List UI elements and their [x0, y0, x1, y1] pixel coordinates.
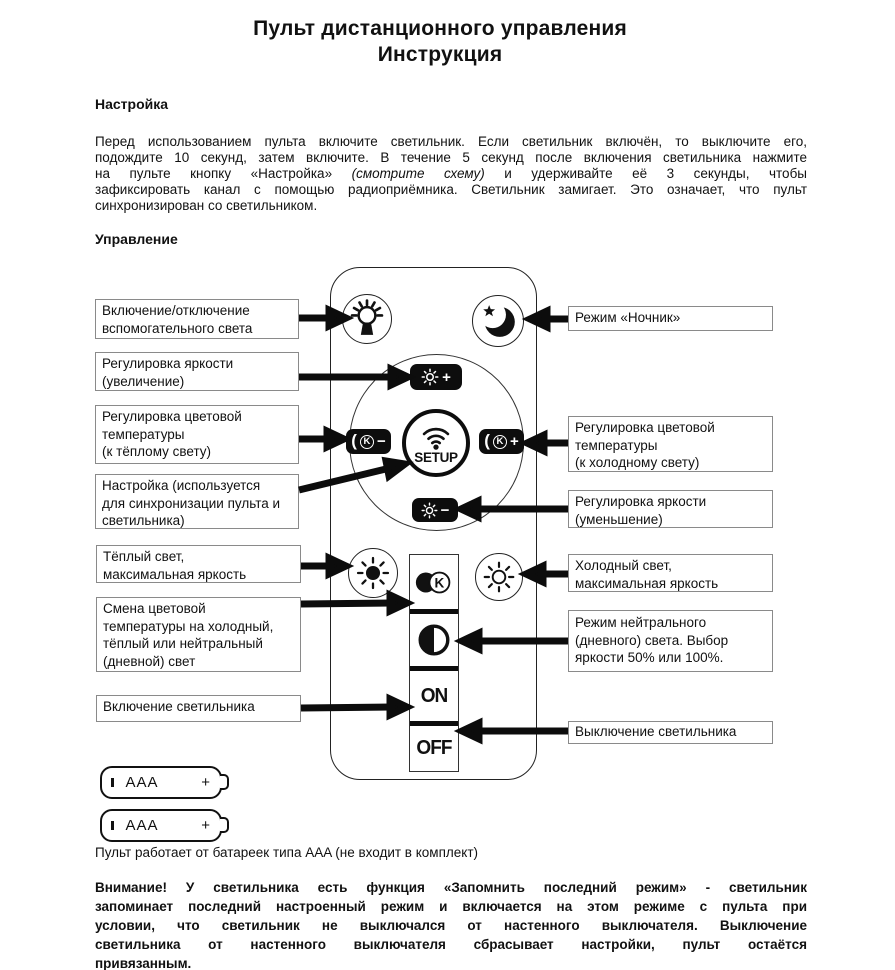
sun-plus-icon: [421, 368, 439, 386]
aux-light-icon: [345, 297, 389, 341]
callout-night-mode: [568, 306, 773, 331]
callout-line: Включение/отключение: [102, 303, 250, 318]
battery-plus-sign: +: [201, 817, 210, 834]
off-button: OFF: [416, 736, 452, 759]
cold-sun-icon: [478, 556, 520, 598]
temp-warm-button: [346, 429, 391, 454]
callout-line: светильника): [102, 513, 185, 529]
callout-cold-max: [568, 554, 773, 592]
temp-cold-button: [479, 429, 524, 454]
setup-line3-after: и удерживайте её 3 секунды, чтобы: [484, 165, 807, 181]
setup-line3-before: на пульте кнопку «Настройка»: [95, 165, 352, 181]
kelvin-letter: K: [493, 435, 507, 449]
temp-toggle-button: [410, 555, 458, 609]
callout-line: максимальная яркость: [575, 575, 719, 591]
callout-line: Регулировка цветовой: [102, 409, 242, 424]
callout-lamp-off: [568, 721, 773, 744]
battery-icon: [100, 809, 222, 842]
callout-line: для синхронизации пульта и: [102, 495, 281, 511]
aux-light-button: [342, 294, 392, 344]
callout-line: (увеличение): [102, 373, 185, 389]
night-mode-icon: [475, 298, 521, 344]
minus-sign: −: [376, 433, 386, 450]
callout-line: вспомогательного света: [102, 320, 253, 336]
callout-line: (к холодному свету): [575, 455, 700, 471]
callout-setup-sync: [95, 474, 299, 529]
callout-line: Регулировка яркости: [575, 494, 707, 509]
temp-toggle-icon: [413, 568, 455, 597]
callout-line: температуры: [102, 426, 185, 442]
callout-line: температуры на холодный,: [103, 618, 274, 634]
kelvin-letter: K: [360, 435, 374, 449]
callout-brightness-down: [568, 490, 773, 528]
battery-label: AAA: [125, 774, 159, 791]
battery-nub: [220, 774, 229, 790]
callout-neutral-mode: [568, 610, 773, 672]
remote-body: [330, 267, 537, 780]
on-button: ON: [420, 684, 448, 707]
page-title-line2: Инструкция: [377, 43, 503, 66]
battery-minus-terminal: [111, 778, 114, 787]
callout-temp-cycle: [96, 597, 301, 672]
callout-brightness-up: [95, 352, 299, 391]
callout-line: тёплый или нейтральный: [103, 636, 263, 652]
callout-line: максимальная яркость: [103, 566, 247, 582]
setup-button: [402, 409, 470, 477]
page-title-line1: Пульт дистанционного управления: [253, 17, 627, 40]
battery-plus-sign: +: [201, 774, 210, 791]
battery-nub: [220, 817, 229, 833]
sun-minus-icon: [421, 502, 438, 519]
battery-minus-terminal: [111, 821, 114, 830]
callout-temp-warm: [95, 405, 299, 464]
callout-line: Настройка (используется: [102, 478, 261, 493]
setup-paragraph-line: подождите 10 секунд, затем включите. В течение 5 секунд после включения светильника нажмите: [95, 149, 807, 165]
warning-line: привязанным.: [95, 956, 192, 970]
callout-line: (дневного) света. Выбор: [575, 632, 729, 648]
callout-line: яркости 50% или 100%.: [575, 650, 724, 666]
callout-warm-max: [96, 545, 301, 583]
night-mode-button: [472, 295, 524, 347]
control-heading: Управление: [95, 231, 178, 247]
setup-line3-italic: (смотрите схему): [351, 165, 485, 181]
setup-paragraph-line: зафиксировать канал с помощью радиоприёмника. Светильник замигает. Это означает, что пульт: [95, 181, 807, 197]
callout-line: Регулировка яркости: [102, 356, 234, 371]
callout-line: температуры: [575, 437, 658, 453]
page-title: [60, 16, 820, 68]
warning-line: условии, что светильник не выключался от настенного выключателя. Выключение: [95, 918, 807, 933]
callout-line: Регулировка цветовой: [575, 420, 715, 435]
warning-paragraph: [95, 878, 807, 970]
warm-max-button: [348, 548, 398, 598]
callout-aux-light: [95, 299, 299, 339]
neutral-mode-icon: [415, 621, 453, 659]
brightness-up-button: [410, 364, 462, 390]
callout-line: (к тёплому свету): [102, 444, 212, 460]
callout-line: Режим «Ночник»: [575, 310, 681, 325]
mode-button-column: [409, 554, 459, 772]
warning-line: Внимание! У светильника есть функция «Запомнить последний режим» - светильник: [95, 880, 807, 895]
callout-line: Смена цветовой: [103, 601, 206, 616]
callout-line: Режим нейтрального: [575, 615, 707, 630]
cold-max-button: [475, 553, 523, 601]
brightness-down-button: [412, 498, 458, 522]
minus-sign: −: [440, 501, 450, 519]
callout-line: Выключение светильника: [575, 724, 737, 739]
warm-sun-icon: [351, 551, 395, 595]
warning-line: запоминает последний настроенный режим и включается на этом режиме с пульта при: [95, 899, 807, 914]
callout-line: (уменьшение): [575, 511, 663, 527]
kelvin-plus-icon: (: [484, 431, 490, 450]
battery-caption: Пульт работает от батареек типа AAA (не входит в комплект): [95, 845, 478, 860]
callout-line: Холодный свет,: [575, 558, 672, 573]
plus-sign: +: [509, 433, 519, 450]
plus-sign: +: [442, 368, 451, 386]
kelvin-minus-icon: (: [351, 431, 357, 450]
wifi-icon: [418, 422, 454, 452]
callout-temp-cold: [568, 416, 773, 472]
neutral-mode-button: [410, 614, 458, 666]
setup-paragraph-line: синхронизирован со светильником.: [95, 197, 318, 213]
battery-icon: [100, 766, 222, 799]
callout-line: Тёплый свет,: [103, 549, 185, 564]
callout-line: (дневной) свет: [103, 653, 196, 669]
battery-label: AAA: [125, 817, 159, 834]
setup-label: SETUP: [414, 449, 458, 465]
callout-line: Включение светильника: [103, 699, 255, 714]
kelvin-letter: K: [434, 574, 445, 590]
setup-paragraph-line: [95, 166, 807, 182]
setup-paragraph: [95, 134, 807, 214]
warning-line: светильника от настенного выключателя сбрасывает настройки, пульт остаётся: [95, 937, 807, 952]
callout-lamp-on: [96, 695, 301, 722]
setup-heading: Настройка: [95, 96, 169, 112]
setup-paragraph-line: Перед использованием пульта включите светильник. Если светильник включён, то выключите его,: [95, 134, 807, 149]
